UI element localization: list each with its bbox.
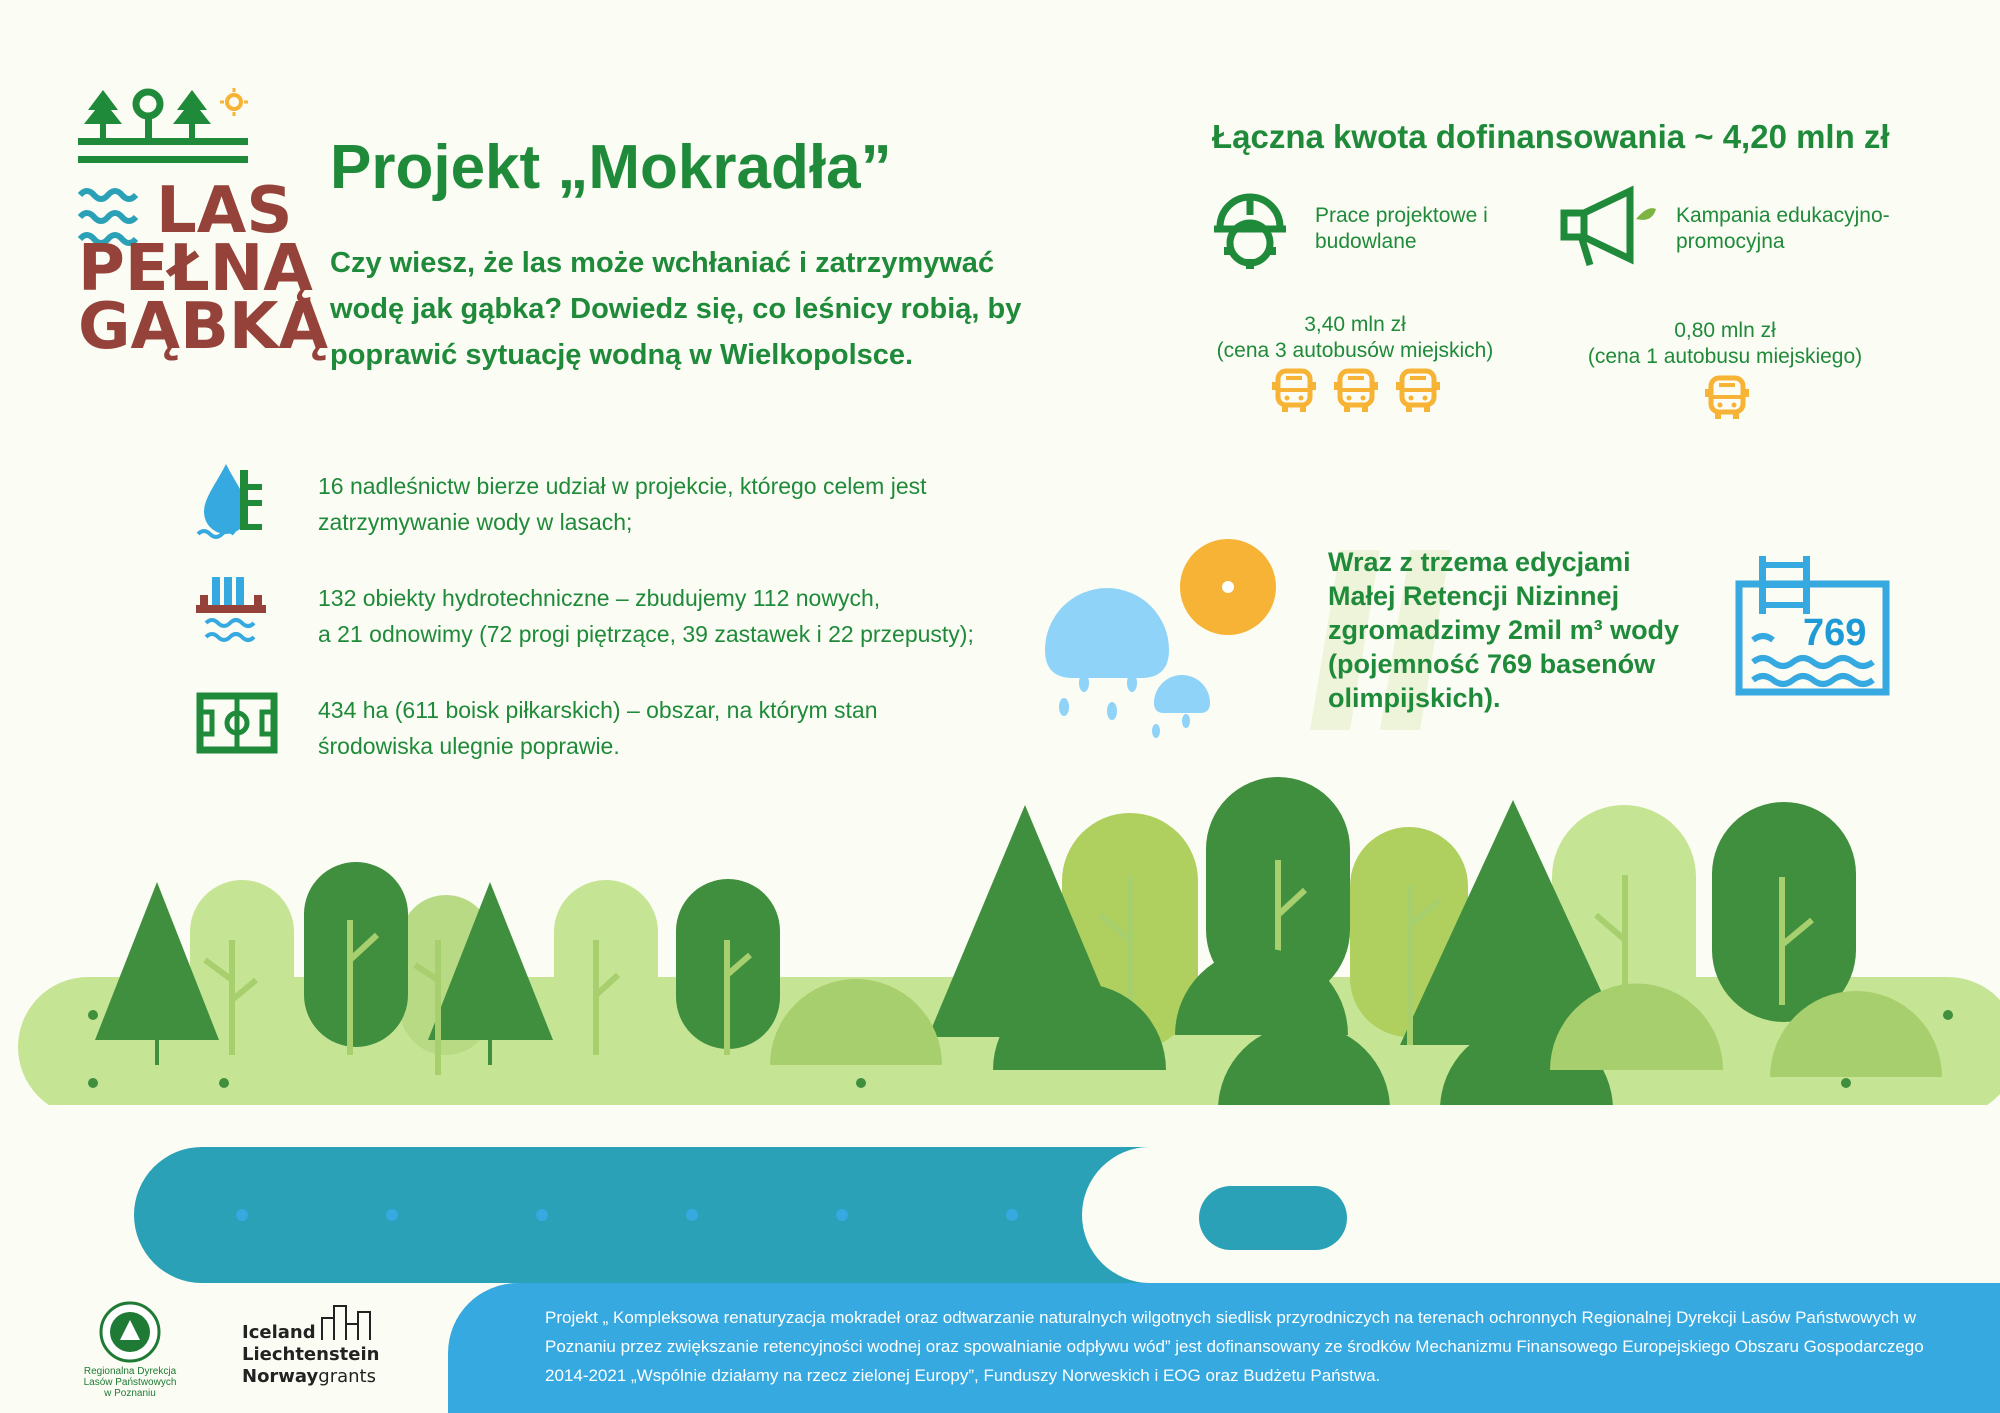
stat-text-line: 132 obiekty hydrotechniczne – zbudujemy 112 nowych, (318, 585, 881, 611)
rdlp-logo (70, 1300, 190, 1400)
bus-icon-group (1705, 375, 1767, 426)
grants-norway (242, 1366, 376, 1388)
rdlp-line: Regionalna Dyrekcja (83, 1366, 177, 1377)
logo-word-gabka: GĄBKĄ (78, 290, 328, 364)
grants-suffix: grants (318, 1366, 376, 1387)
river-illustration (0, 1140, 2000, 1290)
logo-word-las: LAS (156, 174, 293, 248)
water-tree-icon (196, 462, 266, 542)
bus-icon (1272, 368, 1316, 419)
logo-word-pelna: PEŁNĄ (78, 232, 313, 306)
funding-title: Łączna kwota dofinansowania ~ 4,20 mln zł (1212, 118, 1890, 155)
stat-text-line: a 21 odnowimy (72 progi piętrzące, 39 zastawek i 22 przepusty); (318, 621, 974, 647)
stat-text-hydro-objects (318, 580, 974, 652)
amount-equivalent: (cena 1 autobusu miejskiego) (1587, 345, 1863, 368)
cloud-icon (1045, 588, 1169, 678)
stat-text-forest-districts: 16 nadleśnictw bierze udział w projekcie, którego celem jest zatrzymywanie wody w lasach; (318, 473, 927, 535)
rdlp-badge-text (70, 1300, 71, 1301)
category-campaign: Kampania edukacyjno-promocyjna (1676, 204, 1890, 253)
amount-equivalent: (cena 3 autobusów miejskich) (1216, 339, 1494, 362)
amount-value: 3,40 mln zł (1304, 313, 1406, 336)
bus-icon-group (1272, 368, 1458, 419)
pool-count: 769 (1803, 612, 1867, 654)
bus-icon (1705, 375, 1749, 426)
logo-trees-icon (78, 88, 258, 168)
amount-design-construction (1190, 312, 1520, 364)
page-title: Projekt „Mokradła” (330, 133, 892, 202)
grants-iceland: Iceland (242, 1322, 316, 1343)
rdlp-line: w Poznaniu (104, 1388, 156, 1399)
rdlp-line: Lasów Państwowych (83, 1377, 177, 1388)
funding-disclaimer: Projekt „ Kompleksowa renaturyzacja mokradeł oraz odtwarzanie naturalnych wilgotnych siedlisk przyrodniczych na terenach ochronnych Regionalnej Dyrekcji Lasów Państwowych w Poznaniu przez zwiększanie retencyjności wodnej oraz spowalnianie odpływu wód” jest dofinansowany ze środków Mechanizmu Finansowego Europejskiego Obszaru Gospodarczego 2014-2021 „Wspólnie działamy na rzecz zielonej Europy”, Funduszy Norweskich i EOG oraz Budżetu Państwa. (545, 1308, 1924, 1385)
football-field-icon (196, 692, 278, 754)
worker-helmet-gear-icon (1210, 185, 1290, 271)
olympic-pool-icon (1735, 556, 1890, 696)
stat-text-area: 434 ha (611 boisk piłkarskich) – obszar, na którym stan środowiska ulegnie poprawie. (318, 697, 878, 759)
bus-icon (1396, 368, 1440, 419)
rdlp-caption (70, 1366, 190, 1399)
amount-value: 0,80 mln zł (1674, 319, 1776, 342)
weather-icon (1040, 535, 1280, 745)
retention-text: Wraz z trzema edycjami Małej Retencji Nizinnej zgromadzimy 2mil m³ wody (pojemność 769 basenów olimpijskich). (1328, 547, 1680, 713)
grants-logo-mark-icon (320, 1302, 372, 1342)
eea-norway-grants-logo (242, 1300, 402, 1400)
category-design-construction: Prace projektowe i budowlane (1315, 204, 1488, 253)
small-cloud-icon (1154, 675, 1210, 713)
intro-text: Czy wiesz, że las może wchłaniać i zatrzymywać wodę jak gąbka? Dowiedz się, co leśnicy robią, by poprawić sytuację wodną w Wielkopolsce. (330, 247, 1022, 371)
grants-liechtenstein: Liechtenstein (242, 1344, 380, 1365)
las-pelna-gabka-logo (78, 88, 328, 388)
megaphone-icon (1558, 185, 1658, 271)
bus-icon (1334, 368, 1378, 419)
weir-icon (196, 575, 266, 655)
forest-landscape-illustration (0, 765, 2000, 1105)
lasy-panstwowe-emblem-icon (98, 1300, 162, 1364)
grants-norway-word: Norway (242, 1366, 319, 1387)
amount-campaign (1560, 318, 1890, 370)
